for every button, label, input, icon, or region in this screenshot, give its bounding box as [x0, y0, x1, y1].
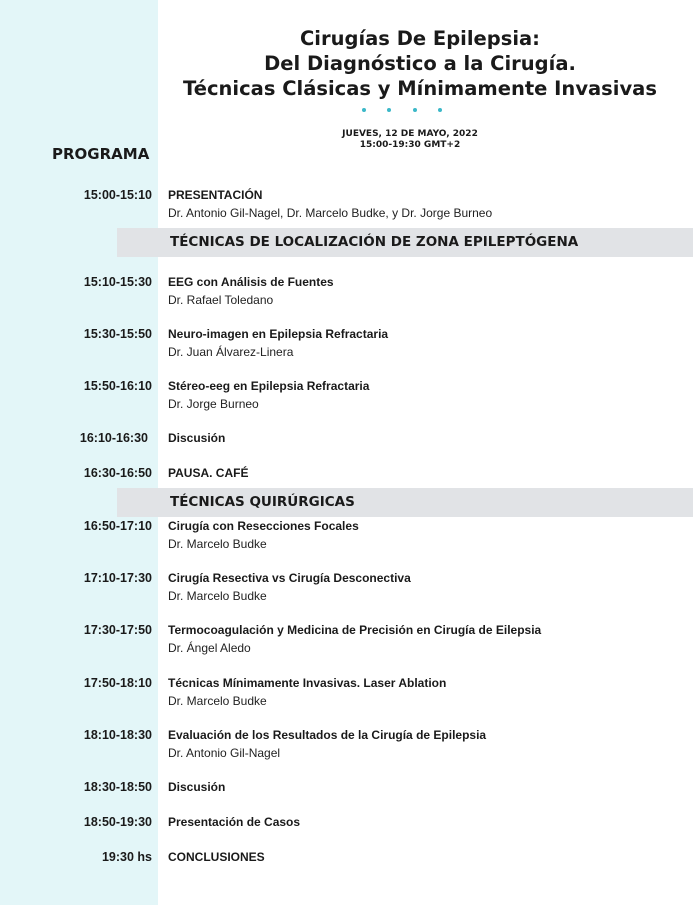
- item-time: 17:10-17:30: [83, 571, 152, 585]
- sidebar-background: [0, 0, 158, 905]
- page-title: [170, 26, 670, 101]
- item-title: Discusión: [168, 431, 226, 445]
- item-title: CONCLUSIONES: [168, 850, 265, 864]
- item-time: 16:30-16:50: [83, 466, 152, 480]
- item-speaker: Dr. Rafael Toledano: [168, 293, 274, 307]
- title-line-1: Cirugías De Epilepsia:: [300, 27, 540, 50]
- item-time: 15:00-15:10: [83, 188, 152, 202]
- item-title: Evaluación de los Resultados de la Cirugía de Epilepsia: [168, 728, 487, 742]
- event-date: [290, 129, 530, 151]
- item-speaker: Dr. Marcelo Budke: [168, 694, 267, 708]
- item-title: Stéreo-eeg en Epilepsia Refractaria: [168, 379, 370, 393]
- section-band-quirurgicas: [117, 488, 693, 517]
- item-time: 15:50-16:10: [83, 379, 152, 393]
- item-speaker: Dr. Marcelo Budke: [168, 589, 267, 603]
- item-title: Cirugía Resectiva vs Cirugía Desconectiva: [168, 571, 411, 585]
- dot-icon: [387, 108, 391, 112]
- item-speaker: Dr. Antonio Gil-Nagel: [168, 746, 281, 760]
- item-title: Discusión: [168, 780, 226, 794]
- section-title: TÉCNICAS QUIRÚRGICAS: [170, 494, 355, 510]
- item-time: 18:50-19:30: [83, 815, 152, 829]
- item-title: EEG con Análisis de Fuentes: [168, 275, 334, 289]
- item-time: 19:30 hs: [101, 850, 152, 864]
- event-day: JUEVES, 12 DE MAYO, 2022: [342, 129, 478, 139]
- item-time: 18:30-18:50: [83, 780, 152, 794]
- dot-icon: [362, 108, 366, 112]
- title-line-2: Del Diagnóstico a la Cirugía.: [264, 52, 576, 75]
- item-speaker: Dr. Marcelo Budke: [168, 537, 267, 551]
- item-title: Termocoagulación y Medicina de Precisión en Cirugía de Eilepsia: [168, 623, 542, 637]
- section-title: TÉCNICAS DE LOCALIZACIÓN DE ZONA EPILEPTÓGENA: [170, 234, 579, 250]
- item-time: 17:30-17:50: [83, 623, 152, 637]
- programa-heading: PROGRAMA: [52, 145, 150, 163]
- item-title: PRESENTACIÓN: [168, 188, 263, 202]
- item-time: 18:10-18:30: [83, 728, 152, 742]
- item-time: 16:10-16:30: [79, 431, 148, 445]
- item-title: Neuro-imagen en Epilepsia Refractaria: [168, 327, 389, 341]
- dot-icon: [438, 108, 442, 112]
- item-speaker: Dr. Juan Álvarez-Linera: [168, 345, 294, 359]
- item-speaker: Dr. Antonio Gil-Nagel, Dr. Marcelo Budke, y Dr. Jorge Burneo: [168, 206, 493, 220]
- event-hours: 15:00-19:30 GMT+2: [359, 140, 461, 150]
- item-speaker: Dr. Jorge Burneo: [168, 397, 259, 411]
- item-title: Presentación de Casos: [168, 815, 301, 829]
- item-speaker: Dr. Ángel Aledo: [168, 641, 251, 655]
- item-title: Cirugía con Resecciones Focales: [168, 519, 359, 533]
- item-time: 15:10-15:30: [83, 275, 152, 289]
- decorative-dots: [362, 105, 442, 115]
- item-time: 16:50-17:10: [83, 519, 152, 533]
- section-band-localizacion: [117, 228, 693, 257]
- item-time: 15:30-15:50: [83, 327, 152, 341]
- item-title: Técnicas Mínimamente Invasivas. Laser Ablation: [168, 676, 447, 690]
- item-title: PAUSA. CAFÉ: [168, 466, 249, 480]
- dot-icon: [413, 108, 417, 112]
- item-time: 17:50-18:10: [83, 676, 152, 690]
- title-line-3: Técnicas Clásicas y Mínimamente Invasivas: [183, 77, 657, 100]
